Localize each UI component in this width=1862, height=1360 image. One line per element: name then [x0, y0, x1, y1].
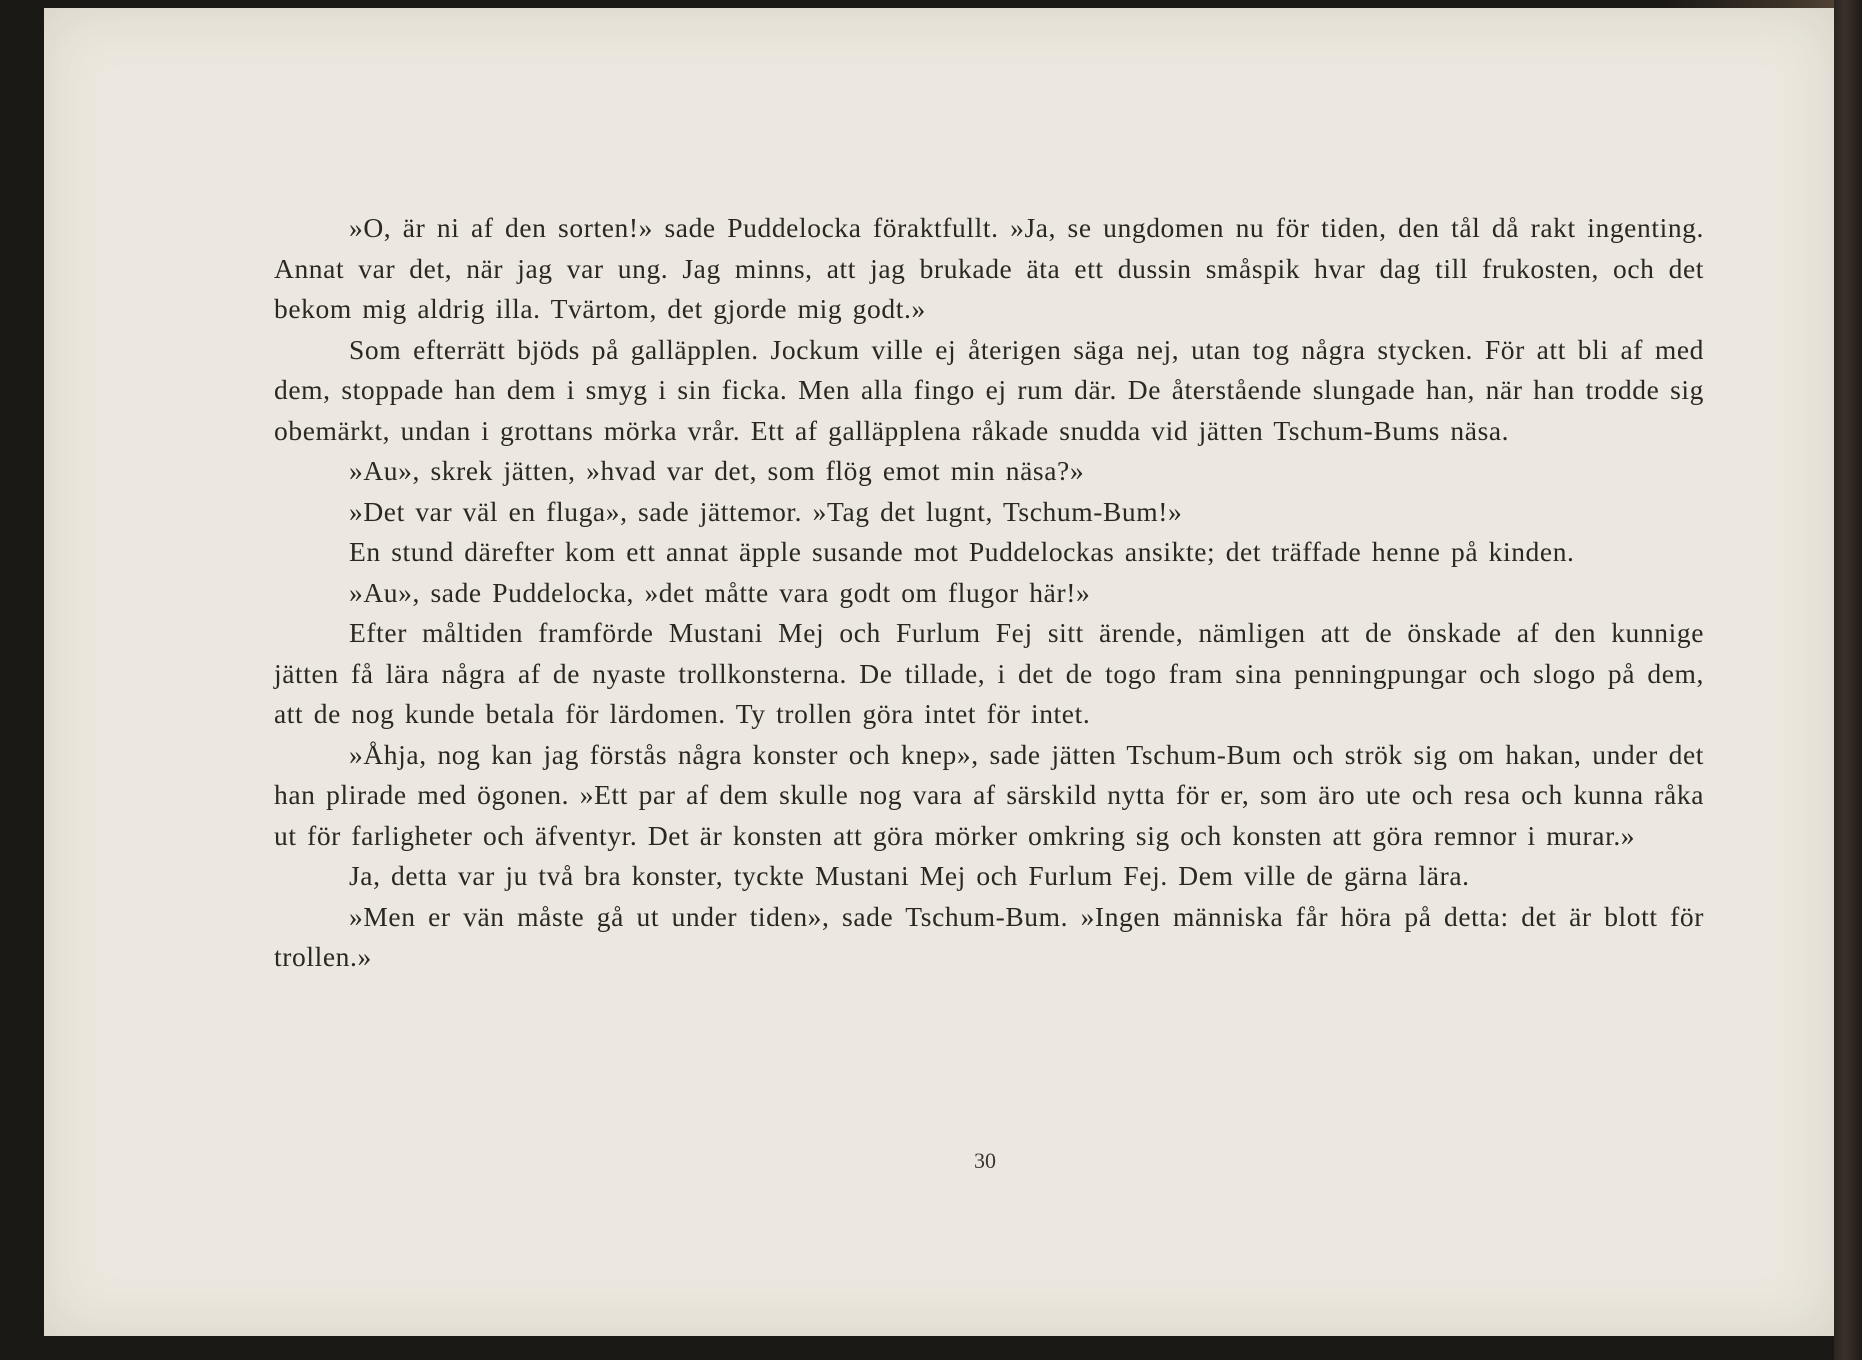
- paragraph: »Åhja, nog kan jag förstås några konster och knep», sade jätten Tschum-Bum och strök sig om hakan, under det han plirade med ögonen. »Ett par af dem skulle nog vara af särskild nytta för er, som äro ute och resa och kunna råka ut för farligheter och äfventyr. Det är konsten att göra mörker omkring sig och konsten att göra remnor i murar.»: [274, 738, 1704, 851]
- paragraph: Efter måltiden framförde Mustani Mej och Furlum Fej sitt ärende, nämligen att de önskade af den kunnige jätten få lära några af de nyaste trollkonsterna. De tillade, i det de togo fram sina penningpungar och slogo på dem, att de nog kunde betala för lärdomen. Ty trollen göra intet för intet.: [274, 617, 1704, 729]
- paragraph: »Det var väl en fluga», sade jättemor. »Tag det lugnt, Tschum-Bum!»: [349, 495, 1183, 527]
- paragraph: Som efterrätt bjöds på galläpplen. Jockum ville ej återigen säga nej, utan tog några stycken. För att bli af med dem, stoppade han dem i smyg i sin ficka. Men alla fingo ej rum där. De återstående slungade han, när han trodde sig obemärkt, undan i grottans mörka vrår. Ett af galläpplena råkade snudda vid jätten Tschum-Bums näsa.: [274, 333, 1704, 446]
- book-binding-edge: [1834, 0, 1862, 1360]
- paragraph: »O, är ni af den sorten!» sade Puddelocka föraktfullt. »Ja, se ungdomen nu för tiden, den tål då rakt ingenting. Annat var det, när jag var ung. Jag minns, att jag brukade äta ett dussin småspik hvar dag till frukosten, och det bekom mig aldrig illa. Tvärtom, det gjorde mig godt.»: [274, 212, 1704, 324]
- page-number: 30: [974, 1148, 996, 1173]
- paragraph: Ja, detta var ju två bra konster, tyckte Mustani Mej och Furlum Fej. Dem ville de gärna lära.: [349, 860, 1470, 891]
- body-text: [274, 208, 1704, 978]
- paragraph: »Men er vän måste gå ut under tiden», sade Tschum-Bum. »Ingen människa får höra på detta: det är blott för trollen.»: [274, 900, 1704, 972]
- paragraph: En stund därefter kom ett annat äpple susande mot Puddelockas ansikte; det träffade henne på kinden.: [349, 536, 1575, 567]
- paragraph: »Au», sade Puddelocka, »det måtte vara godt om flugor här!»: [349, 576, 1091, 608]
- paragraph: »Au», skrek jätten, »hvad var det, som flög emot min näsa?»: [349, 455, 1085, 486]
